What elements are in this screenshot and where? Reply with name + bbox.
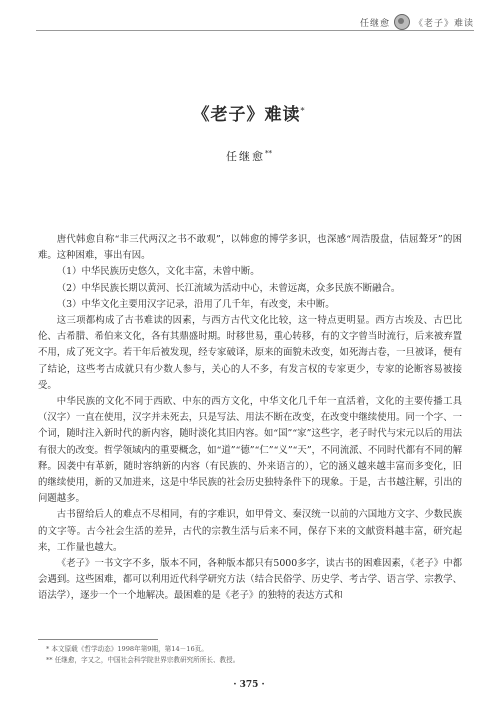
article-body <box>38 232 462 605</box>
article-title <box>0 100 498 125</box>
article-title-text: 《老子》难读 <box>192 105 301 125</box>
list-item: （3）中华文化主要用汉字记录，沿用了几千年，有改变，未中断。 <box>56 298 335 310</box>
title-footnote-mark: * <box>300 106 306 116</box>
page-number: · 375 · <box>233 680 265 690</box>
header-rule <box>36 30 474 31</box>
paragraph: 这三项都构成了古书难读的因素，与西方古代文化比较，这一特点更明显。西方古埃及、古巴比伦、古希腊、希伯来文化，各有其鼎盛时期。时移世易，重心转移，有的文字曾当时流行，后来被弃置不用，成了死文字。若干年后被发现，经专家破译，原来的面貌未改变，如死海古卷，一旦被译，便有了结论，这些考古成就只有少数人参与，关心的人不多，有发言权的专家更少，专家的论断容易被接受。 <box>38 315 462 391</box>
footnote-title-source: * 本文原载《哲学动态》1998年第9期，第14－16页。 <box>46 645 208 653</box>
journal-emblem-icon <box>394 14 410 30</box>
footnotes <box>46 644 462 666</box>
running-head-title: 《老子》难读 <box>413 18 474 29</box>
paragraph: 唐代韩愈自称“非三代两汉之书不敢观”，以韩愈的博学多识，也深感“周浩殷盘，佶屈聱牙”的困难。这种困难，事出有因。 <box>38 234 462 262</box>
running-head-author: 任继愈 <box>359 18 390 29</box>
paragraph: 中华民族的文化不同于西欧、中东的西方文化，中华文化几千年一直活着，文化的主要传播工具（汉字）一直在使用，汉字并未死去，只是写法、用法不断在改变，在改变中继续使用。同一个字、一个词，随时注入新时代的新内容，随时淡化其旧内容。如“国”“家”这些字，老子时代与宋元以后的用法有很大的改变。哲学领域内的重要概念，如“道”“德”“仁”“义”“天”，不同流派、不同时代都有不同的解释。因袭中有革新，随时容纳新的内容（有民族的、外来语言的），它的涵义越来越丰富而多变化，旧的继续使用，新的又加进来，这是中华民族的社会历史独特条件下的现象。于是，古书越注解，引出的问题越多。 <box>38 396 462 505</box>
footnote-author-bio: ** 任继愈，字又之，中国社会科学院世界宗教研究所所长、教授。 <box>46 656 240 664</box>
footnote-rule <box>38 639 158 640</box>
list-item: （1）中华民族历史悠久，文化丰富，未曾中断。 <box>56 266 260 278</box>
paragraph: 古书留给后人的难点不尽相同，有的字难识，如甲骨文、秦汉统一以前的六国地方文字、少数民族的文字等。古今社会生活的差异，古代的宗教生活与后来不同，保存下来的文献资料越丰富，研究起来，工作量也越大。 <box>38 509 462 553</box>
author-footnote-mark: ** <box>265 149 272 158</box>
paragraph: 《老子》一书文字不多，版本不同，各种版本都只有5000多字，读古书的困难因素，《老子》中都会遇到。这些困难，都可以利用近代科学研究方法（结合民俗学、历史学、考古学、语言学、宗教学、语法学），逐步一个一个地解决。最困难的是《老子》的独特的表达方式和 <box>38 558 462 602</box>
list-item: （2）中华民族长期以黄河、长江流域为活动中心，未曾远离，众多民族不断融合。 <box>56 282 401 294</box>
author-name: 任继愈 <box>226 150 265 163</box>
running-head <box>360 14 474 30</box>
article-author <box>0 148 498 164</box>
